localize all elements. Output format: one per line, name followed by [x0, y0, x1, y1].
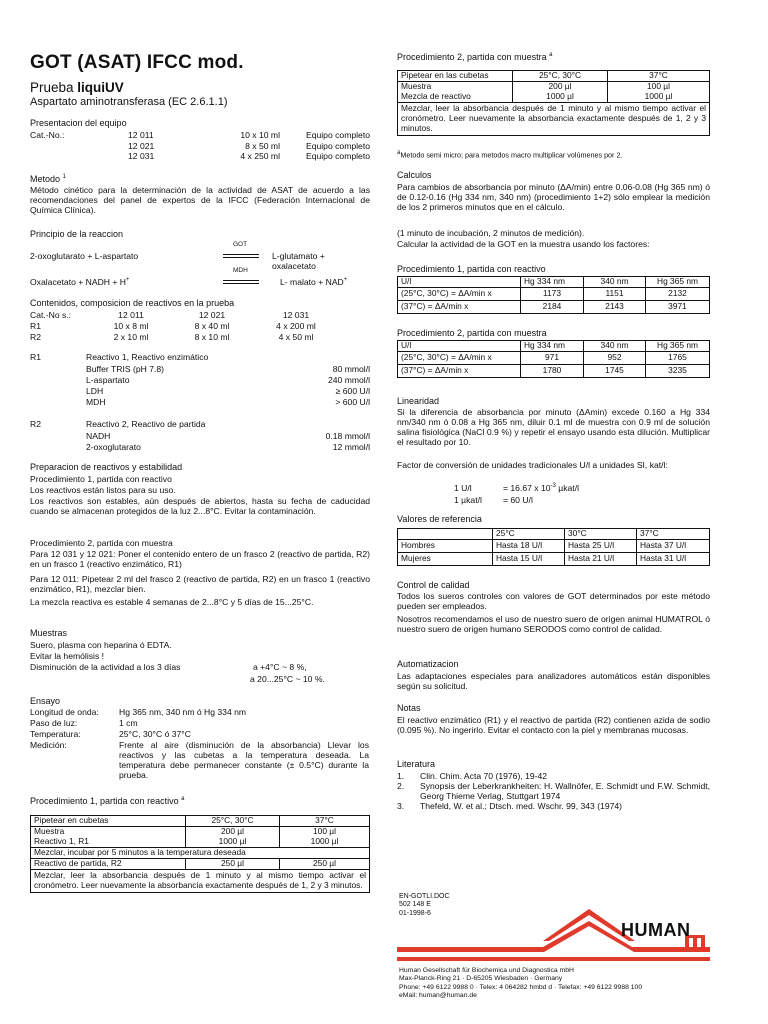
- list-item: Buffer TRIS (pH 7.8) 80 mmol/l: [86, 364, 370, 374]
- control-heading: Control de calidad: [397, 580, 470, 590]
- proc1-table: [30, 815, 370, 893]
- muestras-line-2: Evitar la hemólisis !: [30, 651, 105, 661]
- contenidos-heading: Contenidos, composicion de reactivos en la prueba: [30, 298, 235, 308]
- presentacion-row: 12 031 4 x 250 ml Equipo completo: [128, 151, 370, 161]
- presentacion-row: 12 021 8 x 50 ml Equipo completo: [128, 140, 370, 151]
- automatizacion-text: Las adaptaciones especiales para analizadores automáticos están disponibles según su solicitud.: [397, 671, 710, 692]
- r1-title: Reactivo 1, Reactivo enzimático: [86, 352, 209, 362]
- r1-code: R1: [30, 352, 41, 362]
- table-row: (25°C, 30°C) = ΔA/min x 1173 1151 2132: [398, 288, 710, 301]
- table-row: Mezclar, leer la absorbancia después de 1 minuto y al mismo tiempo activar el cronómetro. Leer nuevamente la absorbancia exactamente después de 1, 2 y 3 minutos.: [31, 869, 370, 892]
- list-item: 2-oxoglutarato 12 mmol/l: [86, 442, 370, 452]
- literatura-heading: Literatura: [397, 759, 436, 769]
- conversion-text: Factor de conversión de unidades tradicionales U/l a unidades SI, kat/l:: [397, 460, 668, 470]
- document-code: EN-GOTLI.DOC 502 148 E 01-1998-6: [399, 893, 450, 917]
- factors2-table: [397, 340, 710, 378]
- ensayo-row: Temperatura: 25°C, 30°C ó 37°C: [30, 729, 191, 739]
- preparacion-p2-text: Para 12 031 y 12 021: Poner el contenido entero de un frasco 2 (reactivo de partida, R2) en un frasco 1 (reactivo enzimático, R1): [30, 549, 370, 570]
- calculos-text-3: Calcular la actividad de la GOT en la muestra usando los factores:: [397, 239, 650, 249]
- table-row: Muestra Mezcla de reactivo 200 µl 1000 µl 100 µl 1000 µl: [398, 82, 710, 103]
- proc2-table-heading: Procedimiento 2, partida con muestra $^a$: [397, 52, 553, 62]
- factors1-table: [397, 276, 710, 314]
- list-item: 2. Synopsis der Leberkrankheiten: H. Wallnöfer, E. Schmidt und F.W. Schmidt, Georg Thieme Verlag, Stuttgart 1974: [397, 781, 710, 802]
- presentacion-label: Cat.-No.:: [30, 130, 65, 140]
- list-item: MDH > 600 U/l: [86, 397, 370, 407]
- table-row: U/l Hg 334 nm 340 nm Hg 365 nm: [398, 277, 710, 288]
- list-item: NADH 0.18 mmol/l: [86, 431, 370, 441]
- table-row: Muestra Reactivo 1, R1 200 µl 1000 µl 100 µl 1000 µl: [31, 827, 370, 848]
- equilibrium-arrow-icon: [223, 250, 259, 261]
- conversion-line-2-label: 1 µkat/l: [454, 495, 482, 505]
- notas-heading: Notas: [397, 703, 421, 713]
- table-row: Reactivo de partida, R2 250 µl 250 µl: [31, 858, 370, 869]
- control-text-2: Nosotros recomendamos el uso de nuestro suero de origen animal HUMATROL ó nuestro suero de origen humano SERODOS como control de calidad.: [397, 614, 710, 635]
- table-row: 25°C 30°C 37°C: [398, 529, 710, 540]
- table-row: (37°C) = ΔA/min x 2184 2143 3971: [398, 301, 710, 314]
- valores-table: [397, 528, 710, 566]
- table-row: Mujeres Hasta 15 U/l Hasta 21 U/l Hasta 31 U/l: [398, 553, 710, 566]
- preparacion-p1-title: Procedimiento 1, partida con reactivo: [30, 474, 172, 484]
- subtitle: [30, 80, 124, 96]
- principio-heading: Principio de la reaccion: [30, 229, 124, 239]
- contenidos-header: Cat.-No s.: 12 011 12 021 12 031: [30, 310, 310, 320]
- ensayo-row: Paso de luz: 1 cm: [30, 718, 138, 728]
- list-item: 3. Thefeld, W. et al.; Dtsch. med. Wschr. 99, 343 (1974): [397, 801, 623, 812]
- table-row: Mezclar, incubar por 5 minutos a la temperatura deseada: [31, 847, 370, 858]
- preparacion-p1-text: Los reactivos están listos para su uso.: [30, 485, 176, 495]
- r2-code: R2: [30, 419, 41, 429]
- r2-items: [86, 431, 370, 453]
- r1-items: [86, 364, 370, 408]
- muestras-heading: Muestras: [30, 628, 68, 638]
- valores-heading: Valores de referencia: [397, 514, 482, 524]
- preparacion-p2-text3: La mezcla reactiva es estable 4 semanas de 2...8°C y 5 días de 15...25°C.: [30, 597, 314, 607]
- subtitle-brand: liquiUV: [77, 80, 124, 95]
- factors1-heading: Procedimiento 1, partida con reactivo: [397, 264, 546, 274]
- table-row: Pipetear en las cubetas 25°C, 30°C 37°C: [398, 71, 710, 82]
- list-item: 1. Clin. Chim. Acta 70 (1976), 19-42: [397, 771, 548, 781]
- muestras-value-2: a 20...25°C ~ 10 %.: [250, 674, 325, 684]
- table-row: U/l Hg 334 nm 340 nm Hg 365 nm: [398, 341, 710, 352]
- contenidos-row: R1 10 x 8 ml 8 x 40 ml 4 x 200 ml: [30, 321, 316, 331]
- r2-title: Reactivo 2, Reactivo de partida: [86, 419, 206, 429]
- conversion-line-1-label: 1 U/l: [454, 483, 472, 493]
- proc2-footnote: $^a$Metodo semi micro; para metodos macro multiplicar volúmenes por 2.: [397, 150, 623, 160]
- document-title: GOT (ASAT) IFCC mod.: [30, 52, 244, 73]
- linealidad-text: Si la diferencia de absorbancia por minuto (ΔAmin) excede 0.160 a Hg 334 nm/340 nm ó 0.08 a Hg 365 nm, diluir 0.1 ml de muestra con 0.9 ml de solución salina fisiológica (NaCl 0.9 %) y repetir el ensayo usando esta dilución. Multiplicar el resultado por 10.: [397, 407, 710, 448]
- subtitle-prefix: Prueba: [30, 80, 78, 95]
- list-item: LDH ≥ 600 U/l: [86, 386, 370, 396]
- equilibrium-arrow-icon: [223, 276, 259, 287]
- reaction-2-enzyme: MDH: [233, 267, 248, 274]
- control-text: Todos los sueros controles con valores de GOT determinados por este método pueden ser empleados.: [397, 591, 710, 612]
- proc2-table: [397, 70, 710, 136]
- ensayo-table: [30, 707, 370, 781]
- preparacion-p2-text2: Para 12 011: Pipetear 2 ml del frasco 2 (reactivo de partida, R2) en un frasco 1 (reactivo enzimático, R1), mezclar bien.: [30, 574, 370, 595]
- automatizacion-heading: Automatizacion: [397, 659, 459, 669]
- brand-name: HUMAN: [621, 920, 691, 940]
- reaction-2-right: L- malato + NAD+: [280, 277, 348, 287]
- presentacion-heading: Presentacion del equipo: [30, 118, 127, 128]
- conversion-line-2-value: = 60 U/l: [503, 495, 533, 505]
- muestras-line-1: Suero, plasma con heparina ó EDTA.: [30, 640, 172, 650]
- presentacion-row: 12 011 10 x 10 ml Equipo completo: [128, 130, 370, 140]
- ensayo-heading: Ensayo: [30, 696, 61, 706]
- reaction-1-enzyme: GOT: [233, 241, 248, 248]
- preparacion-heading: Preparacion de reactivos y estabilidad: [30, 462, 183, 472]
- literatura-list: [397, 771, 710, 812]
- reaction-1-right: L-glutamato + oxalacetato: [272, 251, 325, 272]
- contenidos-table: [30, 310, 370, 343]
- contenidos-row: R2 2 x 10 ml 8 x 10 ml 4 x 50 ml: [30, 332, 314, 342]
- ensayo-row: Longitud de onda: Hg 365 nm, 340 nm ó Hg 334 nm: [30, 707, 247, 717]
- table-row: (37°C) = ΔA/min x 1780 1745 3235: [398, 365, 710, 378]
- metodo-text: Método cinético para la determinación de la actividad de ASAT de acuerdo a las recomendaciones del panel de expertos de la IFCC (Federación Internacional de Química Clínica).: [30, 185, 370, 216]
- ensayo-row: Medición: Frente al aire (disminución de la absorbancia) Llevar los reactivos y las cubetas a la temperatura deseada. La temperatura debe permanecer constante (± 0.5°C) durante la prueba.: [30, 740, 369, 781]
- calculos-text-2: (1 minuto de incubación, 2 minutos de medición).: [397, 228, 585, 238]
- calculos-heading: Calculos: [397, 170, 432, 180]
- notas-text: El reactivo enzimático (R1) y el reactivo de partida (R2) contienen azida de sodio (0.095 %). No ingerirlo. Evitar el contacto con la piel y membranas mucosas.: [397, 715, 710, 736]
- table-row: Hombres Hasta 18 U/l Hasta 25 U/l Hasta 37 U/l: [398, 540, 710, 553]
- preparacion-p1-text2: Los reactivos son estables, aún después de abiertos, hasta su fecha de caducidad cuando se almacenan protegidos de la luz 2...8°C. Evitar la contaminación.: [30, 496, 370, 517]
- factors2-heading: Procedimiento 2, partida con muestra: [397, 328, 547, 338]
- table-row: (25°C, 30°C) = ΔA/min x 971 952 1765: [398, 352, 710, 365]
- muestras-value-1: a +4°C ~ 8 %,: [253, 662, 307, 672]
- table-row: Pipetear en cubetas 25°C, 30°C 37°C: [31, 816, 370, 827]
- preparacion-p2-title: Procedimiento 2, partida con muestra: [30, 538, 173, 548]
- metodo-heading: Metodo $^1$: [30, 174, 66, 184]
- conversion-line-1-value: = 16.67 x $10^{-3}$ µkat/l: [503, 483, 579, 493]
- presentacion-table: [30, 130, 370, 162]
- linealidad-heading: Linearidad: [397, 396, 440, 406]
- reaction-1-left: 2-oxoglutarato + L-aspartato: [30, 251, 139, 261]
- reaction-2-left: Oxalacetato + NADH + H+: [30, 277, 130, 287]
- calculos-text: Para cambios de absorbancia por minuto (ΔA/min) entre 0.06-0.08 (Hg 365 nm) ó de 0.12-0.16 (Hg 334 nm, 340 nm) (procedimiento 1+2) sólo emplear la medición de los 2 primeros minutos que en el cálculo.: [397, 182, 710, 213]
- muestras-line-3: Disminución de la actividad a los 3 días: [30, 662, 181, 672]
- proc1-table-heading: Procedimiento 1, partida con reactivo $^a$: [30, 796, 185, 806]
- table-row: Mezclar, leer la absorbancia después de 1 minuto y al mismo tiempo activar el cronómetro. Leer nuevamente la absorbancia exactamente después de 1, 2 y 3 minutos.: [398, 102, 710, 135]
- list-item: L-aspartato 240 mmol/l: [86, 375, 370, 385]
- footer-address: Human Gesellschaft für Biochemica und Diagnostica mbH Max-Planck-Ring 21 · D-65205 Wiesbaden · Germany Phone: +49 6122 9988 0 · Telex: 4 064282 hmbd d · Telefax: +49 6122 9988 100 eMail: human@human.de: [399, 967, 643, 999]
- subtitle-enzyme: Aspartato aminotransferasa (EC 2.6.1.1): [30, 96, 228, 108]
